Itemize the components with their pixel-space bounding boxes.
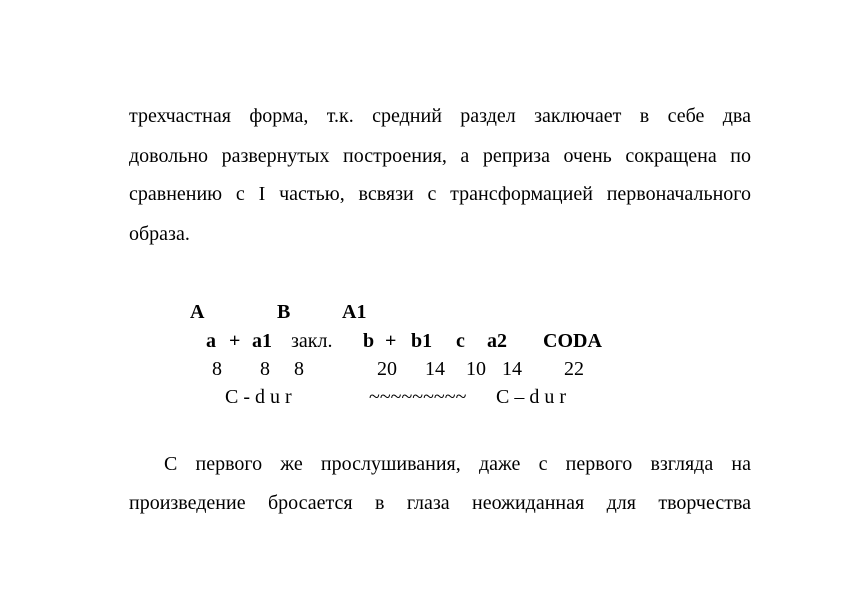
scheme-bars-a1: 8	[260, 358, 270, 380]
paragraph-2-line-2: произведение бросается в глаза неожиданная для творчества	[129, 492, 751, 514]
scheme-section-a: A	[190, 301, 205, 323]
scheme-part-a2: a2	[487, 330, 507, 352]
paragraph-1-line-4: образа.	[129, 223, 190, 245]
scheme-section-b: B	[277, 301, 291, 323]
scheme-part-plus-2: +	[385, 330, 397, 352]
scheme-bars-c: 10	[466, 358, 486, 380]
scheme-key-c-dur-2: C – d u r	[496, 386, 566, 408]
scheme-bars-zakl: 8	[294, 358, 304, 380]
scheme-part-a1: a1	[252, 330, 272, 352]
scheme-key-c-dur-1: C - d u r	[225, 386, 292, 408]
scheme-part-zakl: закл.	[291, 330, 333, 352]
scheme-bars-coda: 22	[564, 358, 584, 380]
scheme-part-plus-1: +	[229, 330, 241, 352]
paragraph-2-line-1: С первого же прослушивания, даже с первого взгляда на	[164, 453, 751, 475]
scheme-bars-b1: 14	[425, 358, 445, 380]
scheme-part-c: c	[456, 330, 465, 352]
scheme-part-b: b	[363, 330, 375, 352]
paragraph-1-line-1: трехчастная форма, т.к. средний раздел заключает в себе два	[129, 105, 751, 127]
scheme-bars-b: 20	[377, 358, 397, 380]
scheme-part-coda: CODA	[543, 330, 602, 352]
paragraph-1-line-2: довольно развернутых построения, а реприза очень сокращена по	[129, 145, 751, 167]
scheme-section-a1: A1	[342, 301, 367, 323]
scheme-bars-a: 8	[212, 358, 222, 380]
paragraph-1-line-3: сравнению с I частью, всвязи с трансформацией первоначального	[129, 183, 751, 205]
scheme-bars-a2: 14	[502, 358, 522, 380]
scheme-part-b1: b1	[411, 330, 433, 352]
scheme-key-tilde-line: ~~~~~~~~~	[369, 386, 467, 408]
scheme-part-a: a	[206, 330, 216, 352]
